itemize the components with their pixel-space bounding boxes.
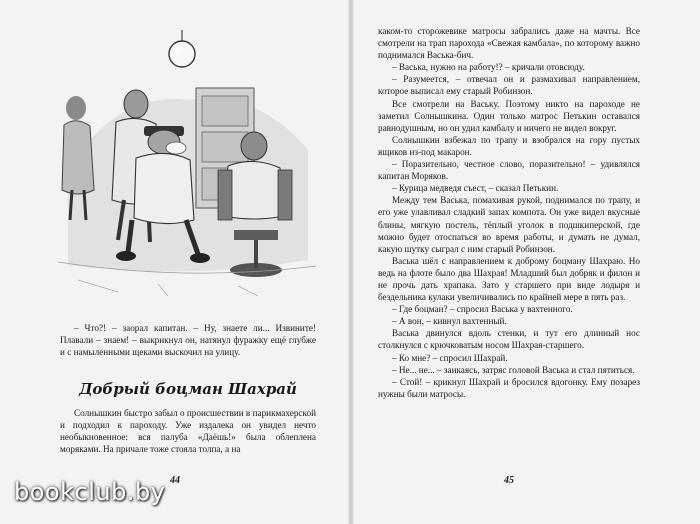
- watermark: bookclub.by: [14, 478, 166, 506]
- paragraph: – Не... не... – заикаясь, затряс головой Васька и стал пятиться.: [392, 364, 635, 375]
- left-page: [0, 0, 348, 524]
- left-top-text: [60, 322, 316, 358]
- right-text: [378, 25, 640, 400]
- paragraph: – Что?! – заорал капитан. – Ну, знаете ли... Извините! Плавали – знаем! – выкрикнул он, натянул фуражку ещё глубже и с намыленными щеками выскочил на улицу.: [60, 323, 316, 358]
- page-number-right: 45: [504, 475, 514, 486]
- paragraph: Васька двинулся вдоль стенки, и тут его длинный нос столкнулся с крючковатым носом Шахрая-старшего.: [378, 328, 640, 351]
- paragraph: Между тем Васька, помахивая рукой, поднимался по трапу, и его уже улавливал сладкий запах компота. Он уже видел вкусные блины, мягкую постель, тёплый уголок в подшкиперской, где можно будет отоспаться во время работы, и думать не думал, какую шутку сыграл с ним старый Робинзон.: [378, 195, 640, 254]
- right-page: [354, 0, 700, 524]
- paragraph: Васька шёл с направлением к доброму боцману Шахраю. Но ведь на флоте было два Шахрая! Младший был добряк и филон и не прочь дать храпака. Зато у старшего при виде лодыря и бездельника кулаки увеличивались по крайней мере в пять раз.: [378, 255, 640, 303]
- paragraph: – Где боцман? – спросил Васька у вахтенного.: [392, 304, 573, 315]
- paragraph: – Поразительно, честное слово, поразительно! – удивлялся капитан Моряков.: [378, 159, 640, 182]
- left-bottom-text: [60, 407, 316, 455]
- paragraph: – Васька, нужно на работу!? – кричали отовсюду.: [392, 62, 585, 73]
- paragraph: Солнышкин быстро забыл о происшествии в парикмахерской и подходил к пароходу. Уже издалека он увидел нечто необыкновенное: вся палуба «Даёшь!» была облеплена моряками. На причале тоже стояла толпа, а на: [60, 408, 316, 455]
- barbershop-illustration: [58, 30, 316, 298]
- paragraph: Все смотрели на Ваську. Поэтому никто на пароходе не заметил Солнышкина. Один только матрос Петькин оставался равнодушным, но он удил камбалу и ничего не видел вокруг.: [378, 98, 640, 133]
- chapter-title: Добрый боцман Шахрай: [79, 380, 297, 398]
- paragraph: – Курица медведя съест, – сказал Петькин.: [392, 183, 559, 194]
- paragraph: – Разумеется, – отвечал он и размахивал направлением, которое выписал ему старый Робинзон.: [378, 74, 640, 97]
- paragraph: – А вон, – кивнул вахтенный.: [392, 316, 507, 327]
- paragraph: – Стой! – крикнул Шахрай и бросился вдогонку. Ему позарез нужны были матросы.: [378, 376, 640, 399]
- paragraph: каком-то сторожевике матросы забрались даже на мачты. Все смотрели на трап парохода «Свежая камбала», по которому важно поднимался Васька-бич.: [378, 26, 640, 61]
- paragraph: Солнышкин взбежал по трапу и взобрался на гору пустых ящиков из-под макарон.: [378, 134, 640, 157]
- page-number-left: 44: [170, 475, 180, 486]
- paragraph: – Ко мне? – спросил Шахрай.: [392, 352, 508, 363]
